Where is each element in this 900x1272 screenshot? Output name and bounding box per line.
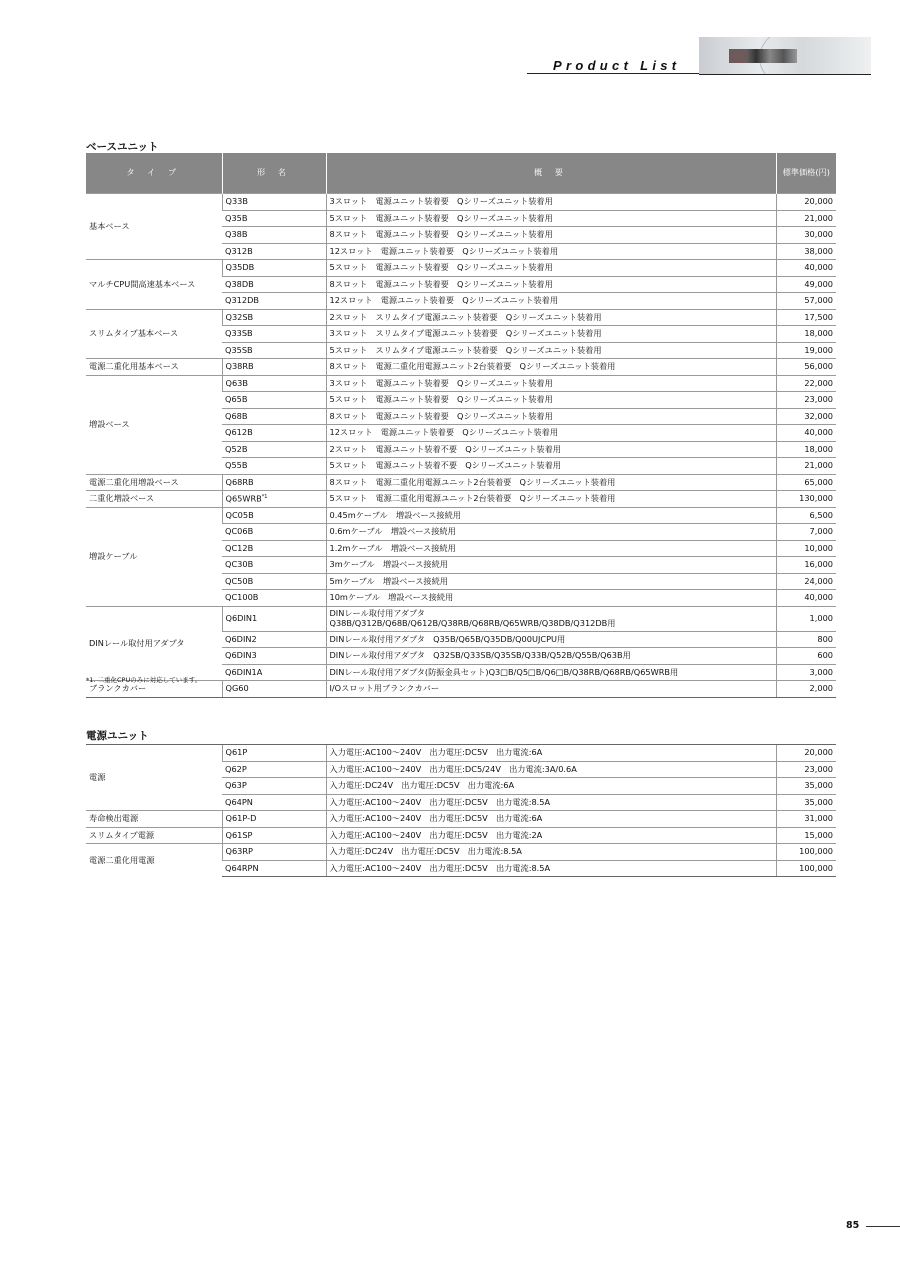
model-name: Q61SP <box>225 829 253 840</box>
cell-summary <box>326 540 776 557</box>
table-row <box>86 194 836 211</box>
summary-text: 3スロット 電源ユニット装着要 Qシリーズユニット装着用 <box>329 196 553 206</box>
model-name: Q64PN <box>225 796 253 807</box>
cell-summary <box>326 359 776 376</box>
cell-model <box>222 540 326 557</box>
model-name: QC06B <box>225 526 254 536</box>
cell-price: 800 <box>776 631 836 648</box>
summary-text: 5スロット 電源ユニット装着要 Qシリーズユニット装着用 <box>329 262 553 272</box>
cell-model <box>222 491 326 508</box>
summary-text: 5スロット 電源ユニット装着要 Qシリーズユニット装着用 <box>329 394 553 404</box>
page-number: 85 <box>846 1220 860 1231</box>
summary-text: 入力電圧:AC100～240V 出力電圧:DC5V 出力電流:8.5A <box>329 862 551 873</box>
cell-summary <box>326 761 776 778</box>
table-row <box>86 309 836 326</box>
model-name: QC12B <box>225 542 254 553</box>
summary-text: 2スロット 電源ユニット装着不要 Qシリーズユニット装着用 <box>329 443 561 454</box>
model-name: Q63P <box>225 780 247 790</box>
cell-price: 18,000 <box>776 441 836 458</box>
summary-text: 5スロット 電源二重化用電源ユニット2台装着要 Qシリーズユニット装着用 <box>329 493 616 503</box>
summary-text: 入力電圧:DC24V 出力電圧:DC5V 出力電流:8.5A <box>329 846 522 856</box>
header-rule <box>527 73 699 74</box>
cell-price: 30,000 <box>776 227 836 244</box>
cell-summary <box>326 778 776 795</box>
cell-type: 基本ベース <box>86 194 222 260</box>
summary-text: DINレール取付用アダプタ(防振金具セット)Q3□B/Q5□B/Q6□B/Q38RB/Q68RB/Q65WRB用 <box>329 666 679 677</box>
cell-price: 15,000 <box>776 827 836 844</box>
cell-type: 電源二重化用増設ベース <box>86 474 222 491</box>
cell-summary <box>326 326 776 343</box>
cell-type: 電源二重化用電源 <box>86 844 222 877</box>
cell-model <box>222 276 326 293</box>
cell-summary <box>326 441 776 458</box>
model-name: QG60 <box>225 683 249 693</box>
table-row <box>86 844 836 861</box>
cell-model <box>222 309 326 326</box>
power-units-table <box>86 744 836 877</box>
cell-model <box>222 441 326 458</box>
cell-summary <box>326 573 776 590</box>
cell-summary <box>326 664 776 681</box>
cell-price: 65,000 <box>776 474 836 491</box>
cell-type: マルチCPU間高速基本ベース <box>86 260 222 310</box>
table-row <box>86 491 836 508</box>
cell-price: 17,500 <box>776 309 836 326</box>
model-name: Q68B <box>225 410 248 421</box>
cell-summary <box>326 860 776 877</box>
cell-type: 寿命検出電源 <box>86 811 222 828</box>
summary-text: 5mケーブル 増設ベース接続用 <box>329 575 448 586</box>
model-name: QC50B <box>225 575 254 586</box>
cell-model <box>222 745 326 762</box>
cell-summary <box>326 425 776 442</box>
cell-price: 21,000 <box>776 458 836 475</box>
cell-model <box>222 827 326 844</box>
cell-model <box>222 375 326 392</box>
cell-price: 57,000 <box>776 293 836 310</box>
cell-model <box>222 243 326 260</box>
summary-text: 入力電圧:AC100～240V 出力電圧:DC5V 出力電流:2A <box>329 829 543 840</box>
summary-text: 8スロット 電源二重化用電源ユニット2台装着要 Qシリーズユニット装着用 <box>329 476 616 487</box>
power-units-section-title: 電源ユニット <box>86 730 149 742</box>
cell-model <box>222 342 326 359</box>
cell-summary <box>326 392 776 409</box>
table-row <box>86 375 836 392</box>
cell-price: 10,000 <box>776 540 836 557</box>
cell-model <box>222 811 326 828</box>
cell-model <box>222 194 326 211</box>
cell-model <box>222 227 326 244</box>
cell-price: 3,000 <box>776 664 836 681</box>
cell-summary <box>326 408 776 425</box>
summary-text: 3スロット 電源ユニット装着要 Qシリーズユニット装着用 <box>329 377 553 388</box>
summary-text: 入力電圧:DC24V 出力電圧:DC5V 出力電流:6A <box>329 780 515 790</box>
cell-price: 31,000 <box>776 811 836 828</box>
cell-price: 16,000 <box>776 557 836 574</box>
base-units-table <box>86 153 836 698</box>
cell-price: 24,000 <box>776 573 836 590</box>
summary-text: 8スロット 電源ユニット装着要 Qシリーズユニット装着用 <box>329 410 553 421</box>
model-name: Q63B <box>225 377 248 388</box>
cell-price: 19,000 <box>776 342 836 359</box>
cell-price: 21,000 <box>776 210 836 227</box>
cell-model <box>222 844 326 861</box>
model-name: Q63RP <box>225 846 253 856</box>
column-header-model: 形 名 <box>222 153 326 194</box>
cell-type: スリムタイプ電源 <box>86 827 222 844</box>
page-number-rule <box>866 1226 900 1227</box>
footnote: *1. 二重化CPUのみに対応しています。 <box>86 676 202 684</box>
summary-text: 5スロット 電源ユニット装着不要 Qシリーズユニット装着用 <box>329 460 561 470</box>
cell-summary <box>326 260 776 277</box>
cell-summary <box>326 276 776 293</box>
cell-summary <box>326 524 776 541</box>
summary-text: I/Oスロット用ブランクカバー <box>329 683 440 693</box>
summary-text: DINレール取付用アダプタ Q35B/Q65B/Q35DB/Q00UJCPU用 <box>329 633 566 644</box>
model-name: QC30B <box>225 559 254 569</box>
cell-model <box>222 860 326 877</box>
cell-model <box>222 681 326 698</box>
cell-model <box>222 794 326 811</box>
cell-summary <box>326 458 776 475</box>
cell-model <box>222 648 326 665</box>
summary-text: DINレール取付用アダプタ <box>329 608 425 618</box>
cell-summary <box>326 827 776 844</box>
table-row <box>86 745 836 762</box>
summary-text: 2スロット スリムタイプ電源ユニット装着要 Qシリーズユニット装着用 <box>329 311 602 322</box>
cell-summary <box>326 474 776 491</box>
summary-text: 5スロット 電源ユニット装着要 Qシリーズユニット装着用 <box>329 212 553 223</box>
model-name: Q61P-D <box>225 813 257 823</box>
cell-price: 49,000 <box>776 276 836 293</box>
model-name: Q65WRB <box>225 493 262 504</box>
cell-type: 増設ケーブル <box>86 507 222 606</box>
summary-text: 0.45mケーブル 増設ベース接続用 <box>329 509 461 520</box>
cell-summary <box>326 590 776 607</box>
cell-model <box>222 474 326 491</box>
model-name: Q52B <box>225 443 248 454</box>
cell-model <box>222 778 326 795</box>
cell-model <box>222 507 326 524</box>
cell-price: 7,000 <box>776 524 836 541</box>
summary-text: 1.2mケーブル 増設ベース接続用 <box>329 542 456 553</box>
model-name: Q6DIN1 <box>225 612 258 623</box>
table-header-row <box>86 153 836 194</box>
cell-price: 600 <box>776 648 836 665</box>
cell-price: 32,000 <box>776 408 836 425</box>
model-name: QC100B <box>225 592 259 602</box>
cell-price: 40,000 <box>776 590 836 607</box>
summary-text: 8スロット 電源ユニット装着要 Qシリーズユニット装着用 <box>329 229 553 239</box>
cell-price: 18,000 <box>776 326 836 343</box>
summary-text: 5スロット スリムタイプ電源ユニット装着要 Qシリーズユニット装着用 <box>329 344 602 355</box>
globe-world-map-image <box>699 37 871 75</box>
cell-price: 6,500 <box>776 507 836 524</box>
cell-model <box>222 606 326 631</box>
summary-text: 0.6mケーブル 増設ベース接続用 <box>329 526 456 536</box>
cell-summary <box>326 507 776 524</box>
cell-type: 電源二重化用基本ベース <box>86 359 222 376</box>
cell-type: 増設ベース <box>86 375 222 474</box>
cell-model <box>222 359 326 376</box>
cell-summary <box>326 648 776 665</box>
cell-summary <box>326 745 776 762</box>
cell-summary <box>326 243 776 260</box>
cell-model <box>222 761 326 778</box>
summary-text: 8スロット 電源二重化用電源ユニット2台装着要 Qシリーズユニット装着用 <box>329 361 616 371</box>
column-header-price: 標準価格(円) <box>776 153 836 194</box>
table-row <box>86 260 836 277</box>
column-header-summary: 概 要 <box>326 153 776 194</box>
cell-model <box>222 557 326 574</box>
cell-summary <box>326 631 776 648</box>
model-name: Q6DIN3 <box>225 650 257 660</box>
cell-summary <box>326 227 776 244</box>
model-name: Q38B <box>225 229 248 239</box>
cell-model <box>222 631 326 648</box>
cell-summary <box>326 309 776 326</box>
cell-summary <box>326 606 776 631</box>
model-name: Q32SB <box>225 311 254 322</box>
cell-type: DINレール取付用アダプタ <box>86 606 222 681</box>
cell-model <box>222 664 326 681</box>
cell-summary <box>326 293 776 310</box>
cell-price: 35,000 <box>776 794 836 811</box>
model-name: Q33SB <box>225 328 253 338</box>
model-name: QC05B <box>225 509 254 520</box>
cell-price: 1,000 <box>776 606 836 631</box>
summary-text: 入力電圧:AC100～240V 出力電圧:DC5V 出力電流:8.5A <box>329 796 551 807</box>
table-row <box>86 474 836 491</box>
cell-price: 20,000 <box>776 194 836 211</box>
cell-summary <box>326 210 776 227</box>
summary-text: 3mケーブル 増設ベース接続用 <box>329 559 448 569</box>
model-name: Q62P <box>225 763 247 774</box>
cell-model <box>222 408 326 425</box>
summary-text: 3スロット スリムタイプ電源ユニット装着要 Qシリーズユニット装着用 <box>329 328 602 338</box>
model-name: Q65B <box>225 394 248 404</box>
model-footnote-mark: *1 <box>261 494 268 501</box>
cell-model <box>222 293 326 310</box>
cell-price: 40,000 <box>776 260 836 277</box>
model-name: Q35B <box>225 212 248 223</box>
summary-text: DINレール取付用アダプタ Q32SB/Q33SB/Q35SB/Q33B/Q52B/Q55B/Q63B用 <box>329 650 631 660</box>
cell-summary <box>326 844 776 861</box>
model-name: Q612B <box>225 427 253 437</box>
table-row <box>86 359 836 376</box>
model-name: Q6DIN1A <box>225 666 263 677</box>
cell-summary <box>326 811 776 828</box>
cell-price: 100,000 <box>776 844 836 861</box>
summary-text: 12スロット 電源ユニット装着要 Qシリーズユニット装着用 <box>329 295 559 305</box>
summary-text: 12スロット 電源ユニット装着要 Qシリーズユニット装着用 <box>329 245 559 256</box>
summary-text: 12スロット 電源ユニット装着要 Qシリーズユニット装着用 <box>329 427 559 437</box>
summary-text: 10mケーブル 増設ベース接続用 <box>329 592 454 602</box>
model-name: Q312DB <box>225 295 259 305</box>
cell-price: 38,000 <box>776 243 836 260</box>
cell-model <box>222 425 326 442</box>
model-name: Q68RB <box>225 476 254 487</box>
cell-type: 二重化増設ベース <box>86 491 222 508</box>
summary-text: 8スロット 電源ユニット装着要 Qシリーズユニット装着用 <box>329 278 553 289</box>
cell-price: 23,000 <box>776 761 836 778</box>
cell-model <box>222 458 326 475</box>
cell-price: 35,000 <box>776 778 836 795</box>
cell-summary <box>326 194 776 211</box>
cell-summary <box>326 491 776 508</box>
cell-model <box>222 260 326 277</box>
model-name: Q35SB <box>225 344 253 355</box>
table-row <box>86 507 836 524</box>
table-row <box>86 827 836 844</box>
cell-price: 56,000 <box>776 359 836 376</box>
cell-type: ブランクカバー <box>86 681 222 698</box>
model-name: Q312B <box>225 245 253 256</box>
cell-summary <box>326 794 776 811</box>
column-header-type: タ イ プ <box>86 153 222 194</box>
model-name: Q35DB <box>225 262 255 272</box>
cell-type: 電源 <box>86 745 222 811</box>
cell-type: スリムタイプ基本ベース <box>86 309 222 359</box>
table-row <box>86 811 836 828</box>
cell-price: 40,000 <box>776 425 836 442</box>
cell-model <box>222 573 326 590</box>
cell-model <box>222 392 326 409</box>
base-units-section-title: ベースユニット <box>86 141 159 153</box>
cell-summary <box>326 681 776 698</box>
summary-text: 入力電圧:AC100～240V 出力電圧:DC5V 出力電流:6A <box>329 813 543 823</box>
cell-price: 22,000 <box>776 375 836 392</box>
model-name: Q61P <box>225 747 248 757</box>
summary-text: 入力電圧:AC100～240V 出力電圧:DC5V 出力電流:6A <box>329 747 543 757</box>
cell-summary <box>326 342 776 359</box>
cell-price: 130,000 <box>776 491 836 508</box>
summary-text: 入力電圧:AC100～240V 出力電圧:DC5/24V 出力電流:3A/0.6A <box>329 763 577 774</box>
cell-price: 23,000 <box>776 392 836 409</box>
cell-price: 100,000 <box>776 860 836 877</box>
model-name: Q38DB <box>225 278 254 289</box>
cell-summary <box>326 375 776 392</box>
model-name: Q55B <box>225 460 248 470</box>
cell-model <box>222 524 326 541</box>
cell-price: 20,000 <box>776 745 836 762</box>
cell-model <box>222 210 326 227</box>
cell-price: 2,000 <box>776 681 836 698</box>
cell-summary <box>326 557 776 574</box>
model-name: Q6DIN2 <box>225 633 257 644</box>
cell-model <box>222 326 326 343</box>
cell-model <box>222 590 326 607</box>
model-name: Q38RB <box>225 361 254 371</box>
summary-text-line2: Q38B/Q312B/Q68B/Q612B/Q38RB/Q68RB/Q65WRB/Q38DB/Q312DB用 <box>329 617 616 628</box>
model-name: Q64RPN <box>225 862 259 873</box>
page-header-title: Product List <box>553 58 681 73</box>
model-name: Q33B <box>225 196 248 206</box>
table-row <box>86 606 836 631</box>
product-strip-accent <box>729 49 747 63</box>
